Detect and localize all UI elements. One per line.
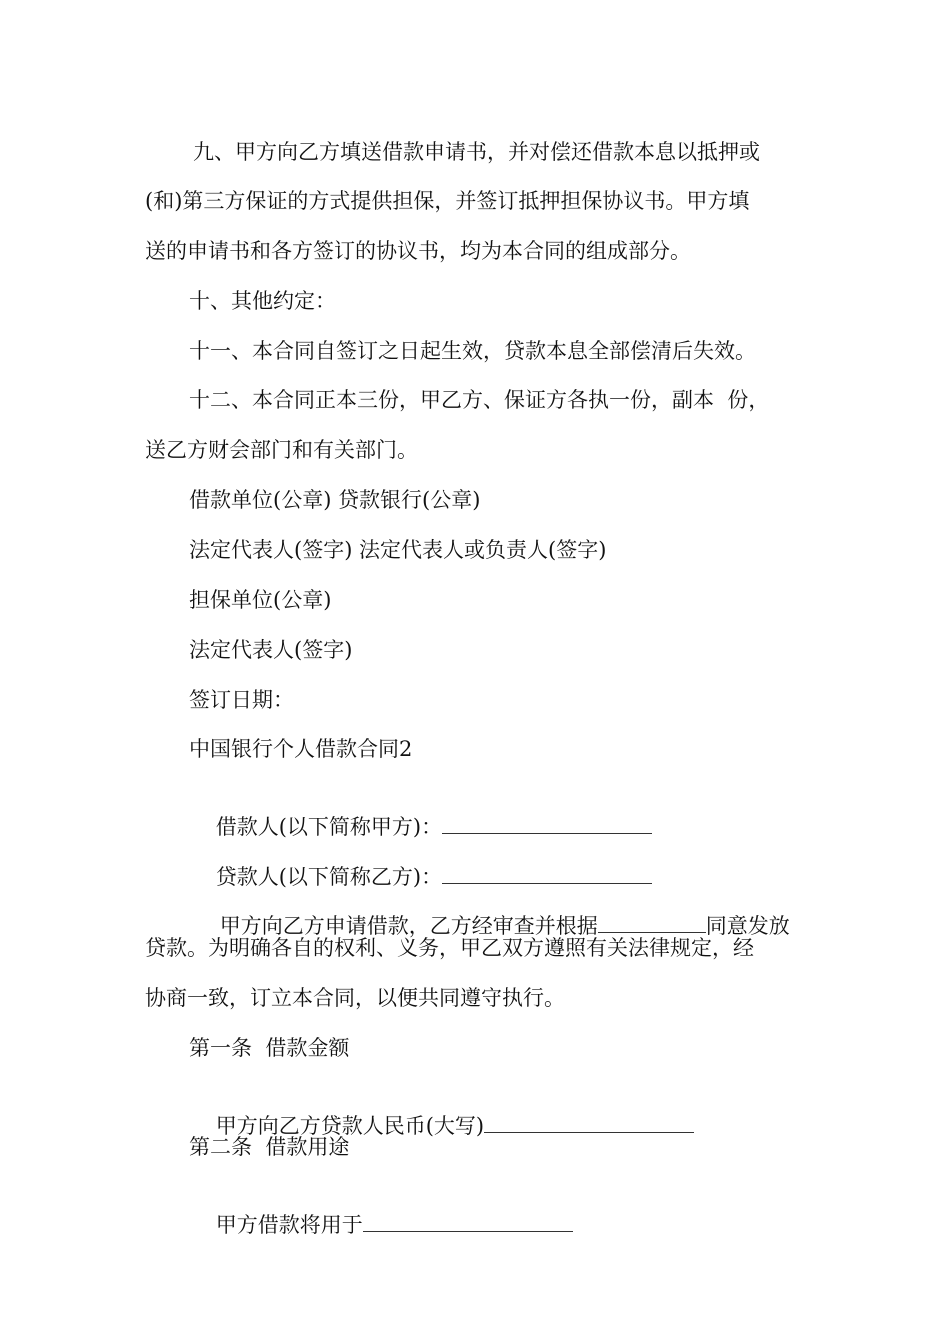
clause-10: 十、其他约定： — [189, 289, 336, 313]
clause-12-line-2: 送乙方财会部门和有关部门。 — [145, 438, 418, 462]
loan-purpose-label: 甲方借款将用于 — [215, 1213, 363, 1237]
loan-purpose-blank — [363, 1213, 573, 1232]
article-2-line — [189, 1183, 573, 1267]
preamble-text-b: 同意发放 — [705, 914, 790, 938]
signature-borrower-bank: 借款单位(公章) 贷款银行(公章) — [189, 488, 481, 512]
preamble-text-a: 甲方向乙方申请借款，乙方经审查并根据 — [219, 914, 598, 938]
signature-guarantor: 担保单位(公章) — [189, 588, 332, 612]
clause-11: 十一、本合同自签订之日起生效，贷款本息全部偿清后失效。 — [189, 339, 756, 363]
clause-9-line-3: 送的申请书和各方签订的协议书，均为本合同的组成部分。 — [145, 239, 691, 263]
contract-title: 中国银行个人借款合同2 — [189, 737, 413, 761]
clause-9-line-2: (和)第三方保证的方式提供担保，并签订抵押担保协议书。甲方填 — [145, 189, 750, 213]
preamble-line-3: 协商一致，订立本合同，以便共同遵守执行。 — [145, 986, 565, 1010]
signature-representatives: 法定代表人(签字) 法定代表人或负责人(签字) — [189, 538, 607, 562]
preamble-line-2: 贷款。为明确各自的权利、义务，甲乙双方遵照有关法律规定，经 — [145, 936, 754, 960]
signing-date: 签订日期： — [189, 688, 294, 712]
loan-amount-label: 甲方向乙方贷款人民币(大写) — [215, 1114, 485, 1138]
clause-12-line-1: 十二、本合同正本三份，甲乙方、保证方各执一份，副本 份， — [189, 388, 770, 412]
loan-amount-blank — [484, 1114, 694, 1133]
signature-guarantor-representative: 法定代表人(签字) — [189, 638, 353, 662]
basis-blank — [598, 914, 706, 933]
article-1-heading: 第一条 借款金额 — [189, 1036, 350, 1060]
borrower-label: 借款人(以下简称甲方)： — [215, 815, 443, 839]
borrower-blank — [442, 815, 652, 834]
lender-blank — [442, 865, 652, 884]
clause-9-line-1: 九、甲方向乙方填送借款申请书，并对偿还借款本息以抵押或 — [193, 140, 760, 164]
article-2-heading: 第二条 借款用途 — [189, 1135, 350, 1159]
lender-label: 贷款人(以下简称乙方)： — [215, 865, 443, 889]
